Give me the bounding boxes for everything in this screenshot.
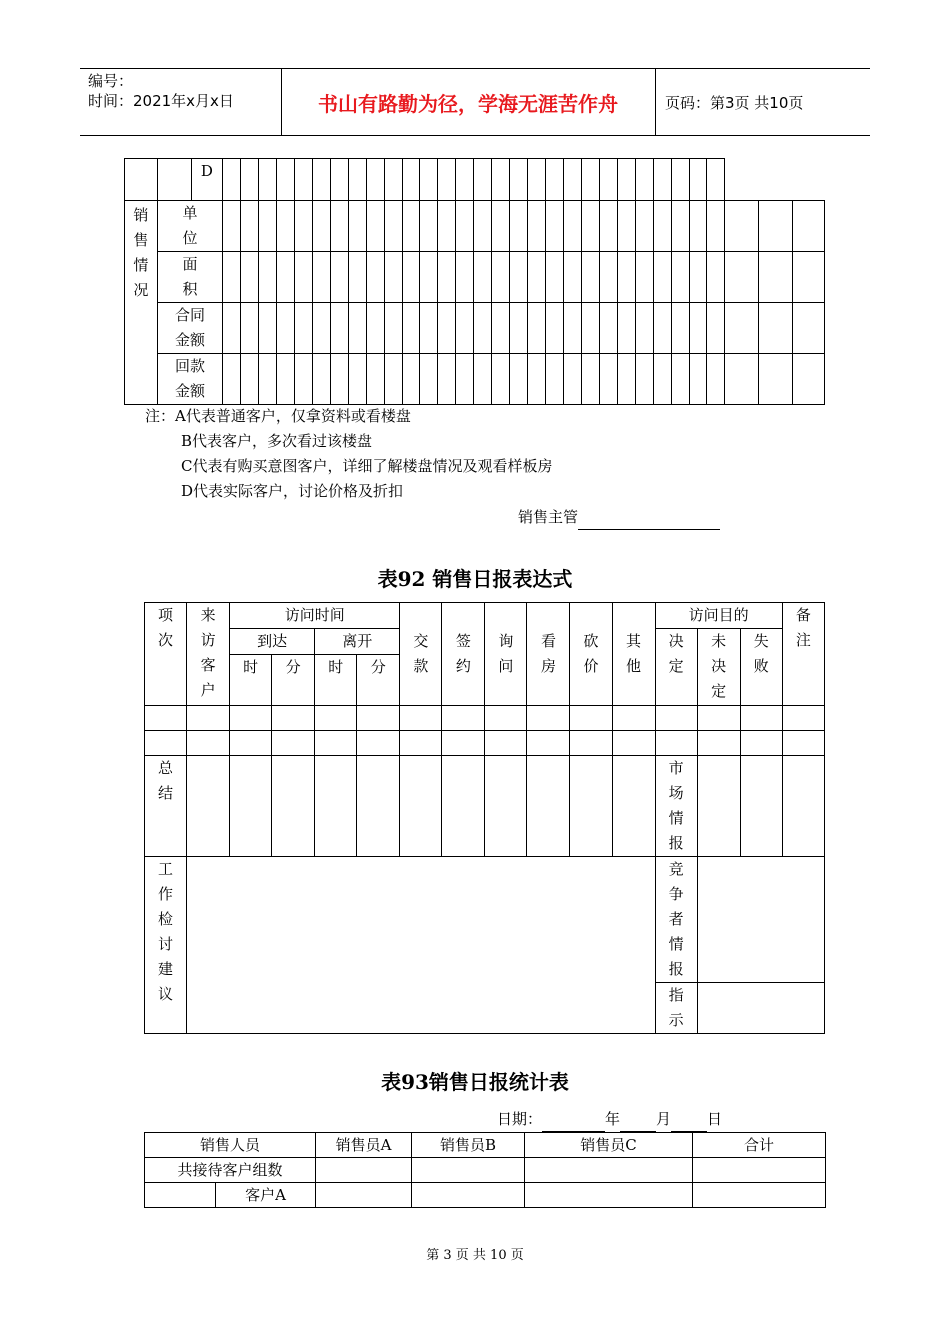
col-pay: 交 款 bbox=[400, 629, 442, 706]
year-blank bbox=[542, 1114, 605, 1132]
date-label: 日期： bbox=[497, 1110, 543, 1128]
work-review-label: 工 作 检 讨 建 议 bbox=[145, 857, 187, 1034]
document-time: 时间：2021年x月x日 bbox=[88, 92, 234, 110]
instruction-label: 指 示 bbox=[655, 983, 697, 1034]
day-blank bbox=[671, 1114, 707, 1132]
col-minute: 分 bbox=[272, 655, 315, 706]
col-minute: 分 bbox=[357, 655, 400, 706]
row-total-groups: 共接待客户组数 bbox=[145, 1158, 316, 1183]
note-line: C代表有购买意图客户，详细了解楼盘情况及观看样板房 bbox=[181, 457, 553, 475]
supervisor-signature-line bbox=[518, 505, 720, 530]
header-bottom-rule bbox=[80, 135, 870, 136]
sales-status-label: 销 售 情 况 bbox=[125, 201, 158, 405]
col-remark: 备 注 bbox=[782, 603, 824, 706]
header-motto: 书山有路勤为径，学海无涯苦作舟 bbox=[318, 92, 618, 116]
summary-row bbox=[145, 756, 825, 857]
col-failed: 失 败 bbox=[740, 629, 782, 706]
col-item: 项 次 bbox=[145, 603, 187, 706]
col-hour: 时 bbox=[230, 655, 272, 706]
competitor-info-label: 竞 争 者 情 报 bbox=[655, 857, 697, 983]
header-page-info: 页码：第3页 共10页 bbox=[665, 94, 804, 112]
daily-sales-report-table bbox=[144, 602, 825, 1034]
header-divider bbox=[655, 68, 656, 136]
document-number-label: 编号： bbox=[88, 72, 134, 90]
page-footer: 第 3 页 共 10 页 bbox=[426, 1248, 524, 1263]
note-line: 注：A代表普通客户，仅拿资料或看楼盘 bbox=[145, 407, 411, 425]
header-salesperson-c: 销售员C bbox=[525, 1133, 693, 1158]
table-row bbox=[145, 706, 825, 731]
header-salesperson-b: 销售员B bbox=[412, 1133, 525, 1158]
col-arrive: 到达 bbox=[230, 629, 315, 655]
instruction-field bbox=[697, 983, 824, 1034]
table-row bbox=[125, 354, 825, 405]
work-review-row bbox=[145, 857, 825, 983]
note-line: B代表客户，多次看过该楼盘 bbox=[181, 432, 373, 450]
header-left bbox=[88, 71, 234, 111]
row-label-contract: 合同 金额 bbox=[157, 303, 222, 354]
table-header-row bbox=[145, 1133, 826, 1158]
col-hour: 时 bbox=[315, 655, 357, 706]
table93-title: 表93销售日报统计表 bbox=[381, 1070, 569, 1094]
col-other: 其 他 bbox=[612, 629, 655, 706]
table-cell bbox=[125, 159, 158, 201]
row-label-area: 面 积 bbox=[157, 252, 222, 303]
row-label-unit: 单 位 bbox=[157, 201, 222, 252]
row-label-payment: 回款 金额 bbox=[157, 354, 222, 405]
col-sign: 签 约 bbox=[442, 629, 485, 706]
market-info-label: 市 场 情 报 bbox=[655, 756, 697, 857]
table-row bbox=[145, 1183, 826, 1208]
col-decided: 决 定 bbox=[655, 629, 697, 706]
header-total: 合计 bbox=[693, 1133, 826, 1158]
col-leave: 离开 bbox=[315, 629, 400, 655]
month-label: 月 bbox=[656, 1110, 672, 1128]
month-blank bbox=[620, 1114, 656, 1132]
col-undecided: 未 决 定 bbox=[697, 629, 740, 706]
table-row bbox=[125, 159, 825, 201]
d-label: D bbox=[191, 159, 223, 201]
table-row bbox=[145, 1158, 826, 1183]
col-bargain: 砍 价 bbox=[570, 629, 612, 706]
note-line: D代表实际客户，讨论价格及折扣 bbox=[181, 482, 404, 500]
supervisor-label: 销售主管 bbox=[518, 508, 579, 526]
table-row bbox=[125, 201, 825, 252]
table92-title: 表92 销售日报表达式 bbox=[377, 567, 573, 591]
header-salesperson-a: 销售员A bbox=[316, 1133, 412, 1158]
header-salesperson: 销售人员 bbox=[145, 1133, 316, 1158]
daily-sales-stats-table bbox=[144, 1132, 826, 1208]
sales-status-table bbox=[124, 158, 825, 405]
table-row bbox=[145, 731, 825, 756]
col-visitor: 来 访 客 户 bbox=[187, 603, 230, 706]
date-line bbox=[497, 1107, 722, 1132]
col-inquiry: 询 问 bbox=[485, 629, 527, 706]
col-view: 看 房 bbox=[527, 629, 570, 706]
table-row bbox=[125, 303, 825, 354]
header-top-rule bbox=[80, 68, 870, 69]
col-visit-purpose: 访问目的 bbox=[655, 603, 782, 629]
table-cell bbox=[157, 159, 191, 201]
year-label: 年 bbox=[605, 1110, 621, 1128]
work-review-field bbox=[187, 857, 656, 1034]
summary-label: 总 结 bbox=[145, 756, 187, 857]
col-visit-time: 访问时间 bbox=[230, 603, 400, 629]
competitor-info-field bbox=[697, 857, 824, 983]
table-row bbox=[125, 252, 825, 303]
signature-blank bbox=[578, 512, 720, 530]
day-label: 日 bbox=[707, 1110, 723, 1128]
row-customer-a: 客户A bbox=[216, 1183, 316, 1208]
